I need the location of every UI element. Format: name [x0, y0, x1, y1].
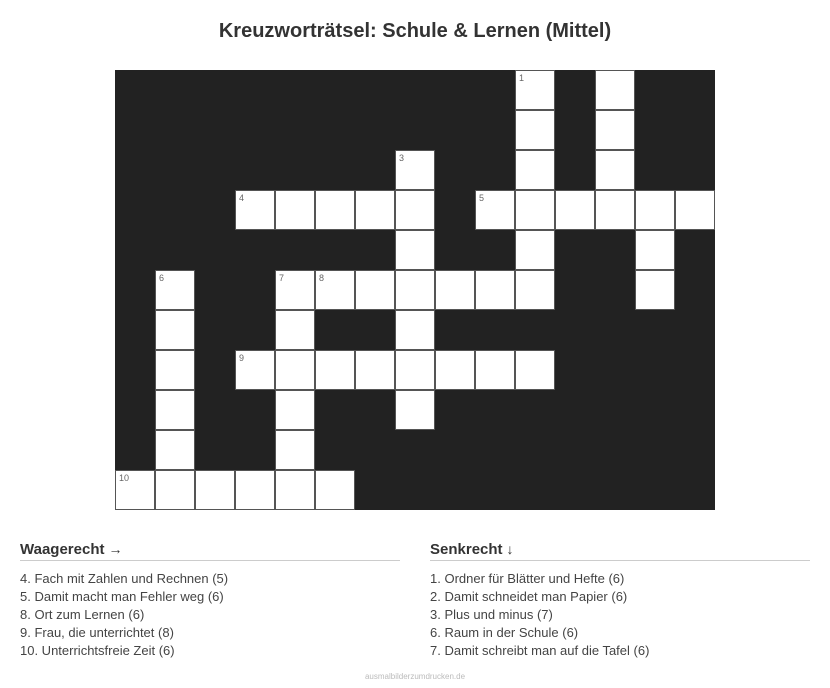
clue-across-10: 10. Unterrichtsfreie Zeit (6) [20, 643, 175, 658]
grid-cell[interactable] [515, 350, 555, 390]
grid-cell[interactable] [595, 190, 635, 230]
grid-cell[interactable] [275, 190, 315, 230]
grid-cell[interactable] [395, 350, 435, 390]
cell-number: 6 [159, 273, 165, 283]
clue-across-8: 8. Ort zum Lernen (6) [20, 607, 145, 622]
grid-cell[interactable] [395, 270, 435, 310]
grid-cell[interactable] [395, 390, 435, 430]
clue-down-2: 2. Damit schneidet man Papier (6) [430, 589, 628, 604]
grid-cell[interactable] [395, 190, 435, 230]
clue-across-9: 9. Frau, die unterrichtet (8) [20, 625, 174, 640]
clue-down-3: 3. Plus und minus (7) [430, 607, 553, 622]
across-heading-label: Waagerecht [20, 541, 105, 558]
cell-number: 10 [119, 473, 130, 483]
crossword-grid [115, 70, 715, 510]
grid-cell[interactable] [675, 190, 715, 230]
grid-cell[interactable] [235, 190, 275, 230]
grid-cell[interactable] [475, 270, 515, 310]
grid-cell[interactable] [275, 310, 315, 350]
grid-cell[interactable] [435, 270, 475, 310]
grid-cell[interactable] [595, 70, 635, 110]
down-heading-label: Senkrecht [430, 541, 503, 558]
grid-cell[interactable] [155, 350, 195, 390]
grid-cell[interactable] [635, 190, 675, 230]
footer-watermark: ausmalbilderzumdrucken.de [364, 672, 466, 681]
cell-number: 3 [399, 153, 405, 163]
cell-number: 5 [479, 193, 485, 203]
grid-cell[interactable] [315, 350, 355, 390]
down-heading [430, 541, 810, 561]
grid-cell[interactable] [475, 190, 515, 230]
grid-cell[interactable] [595, 150, 635, 190]
grid-cell[interactable] [355, 270, 395, 310]
grid-cell[interactable] [155, 310, 195, 350]
grid-cell[interactable] [275, 430, 315, 470]
cell-number: 9 [239, 353, 245, 363]
grid-cell[interactable] [355, 350, 395, 390]
grid-cell[interactable] [395, 150, 435, 190]
across-clues [20, 541, 400, 660]
grid-cell[interactable] [515, 150, 555, 190]
grid-cell[interactable] [235, 470, 275, 510]
grid-cell[interactable] [395, 310, 435, 350]
clue-down-7: 7. Damit schreibt man auf die Tafel (6) [430, 643, 650, 658]
arrow-down-icon: ↓ [506, 541, 514, 557]
grid-cell[interactable] [195, 470, 235, 510]
grid-cell[interactable] [515, 230, 555, 270]
cell-number: 7 [279, 273, 285, 283]
grid-cell[interactable] [515, 110, 555, 150]
grid-cell[interactable] [275, 270, 315, 310]
grid-cell[interactable] [635, 230, 675, 270]
down-clues [430, 541, 810, 660]
grid-cell[interactable] [555, 190, 595, 230]
grid-cell[interactable] [155, 430, 195, 470]
grid-cell[interactable] [635, 270, 675, 310]
grid-cell[interactable] [155, 390, 195, 430]
grid-cell[interactable] [315, 270, 355, 310]
grid-cell[interactable] [515, 270, 555, 310]
cell-number: 8 [319, 273, 325, 283]
grid-cell[interactable] [515, 190, 555, 230]
grid-cell[interactable] [435, 350, 475, 390]
clue-across-5: 5. Damit macht man Fehler weg (6) [20, 589, 224, 604]
across-heading [20, 541, 400, 561]
arrow-right-icon: → [108, 541, 123, 557]
grid-cell[interactable] [395, 230, 435, 270]
grid-cell[interactable] [315, 470, 355, 510]
clue-across-4: 4. Fach mit Zahlen und Rechnen (5) [20, 571, 229, 586]
grid-cell[interactable] [155, 470, 195, 510]
cell-number: 4 [239, 193, 245, 203]
grid-cell[interactable] [115, 470, 155, 510]
grid-cell[interactable] [475, 350, 515, 390]
grid-cell[interactable] [515, 70, 555, 110]
grid-cell[interactable] [275, 390, 315, 430]
grid-cell[interactable] [355, 190, 395, 230]
cell-number: 1 [519, 73, 525, 83]
clue-down-1: 1. Ordner für Blätter und Hefte (6) [430, 571, 625, 586]
grid-cell[interactable] [275, 470, 315, 510]
grid-cell[interactable] [155, 270, 195, 310]
grid-cell[interactable] [595, 110, 635, 150]
clue-down-6: 6. Raum in der Schule (6) [430, 625, 579, 640]
grid-cell[interactable] [315, 190, 355, 230]
grid-cell[interactable] [235, 350, 275, 390]
grid-cell[interactable] [275, 350, 315, 390]
page-title: Kreuzworträtsel: Schule & Lernen (Mittel) [218, 20, 612, 42]
